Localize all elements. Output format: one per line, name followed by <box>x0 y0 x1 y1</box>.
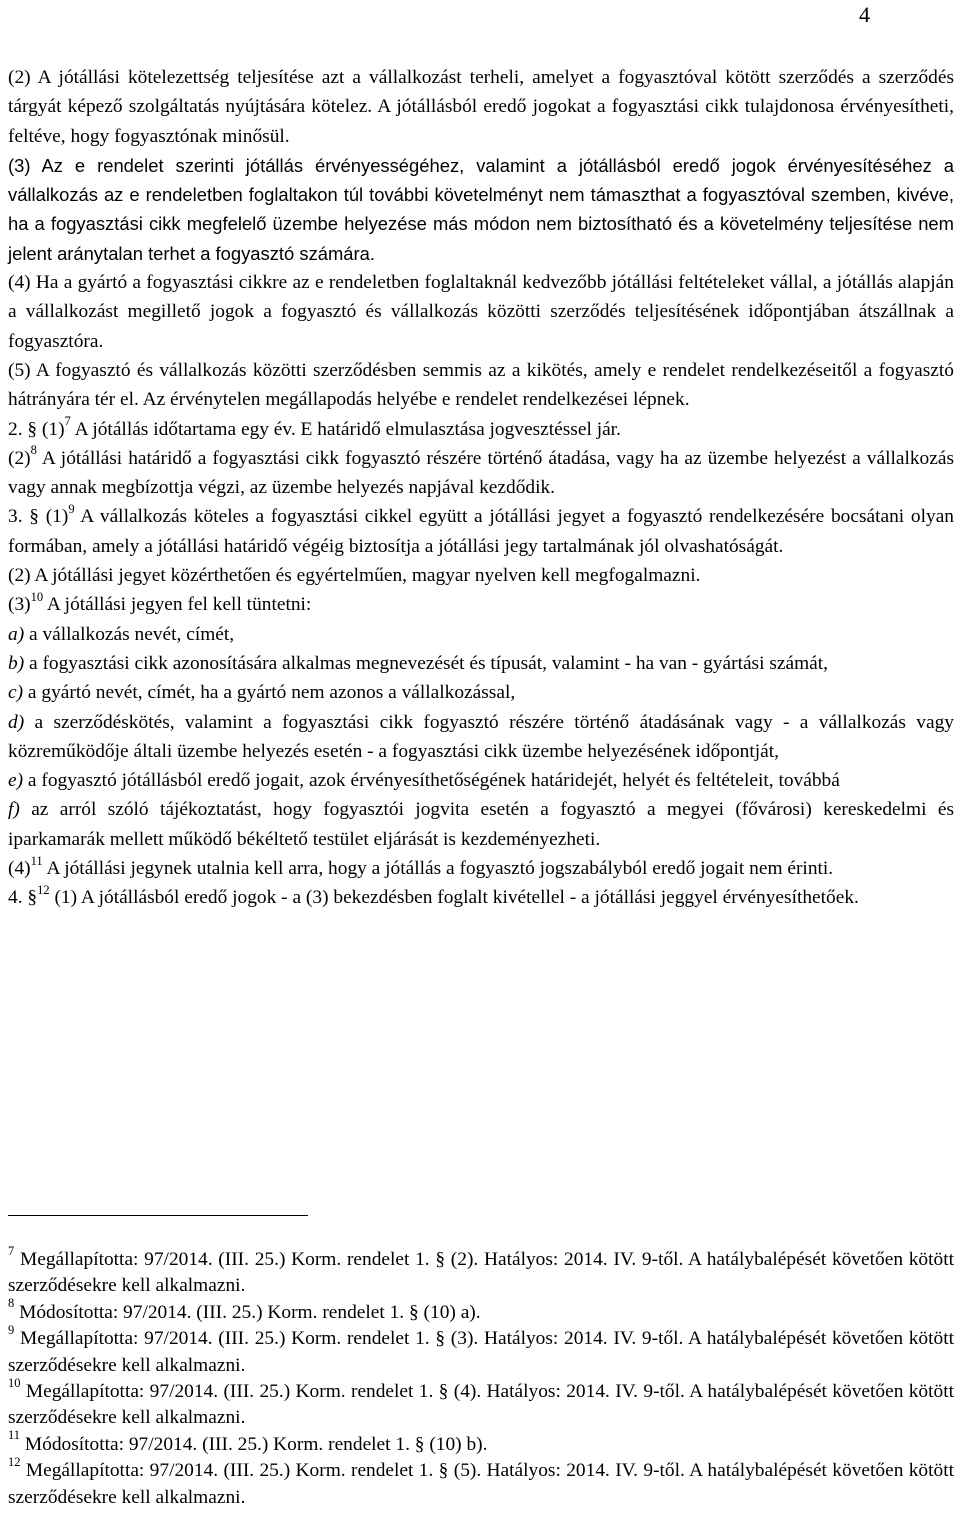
footnote-ref-11[interactable]: 11 <box>30 853 43 868</box>
list-text: az arról szóló tájékoztatást, hogy fogyasztói jogvita esetén a fogyasztó a megyei (fővárosi) kereskedelmi és iparkamarák mellett működő békéltető testület eljárását is kezdeményezheti. <box>8 799 954 850</box>
footnote-text: Megállapította: 97/2014. (III. 25.) Korm. rendelet 1. § (4). Hatályos: 2014. IV. 9-től. A hatálybalépését követően kötött szerződésekre kell alkalmazni. <box>8 1381 954 1429</box>
footnote-separator <box>8 1215 308 1216</box>
list-text: a fogyasztási cikk azonosítására alkalmas megnevezését és típusát, valamint - ha van - gyártási számát, <box>24 652 829 674</box>
section-3-text: A vállalkozás köteles a fogyasztási cikkel együtt a jótállási jegyet a fogyasztó rendelkezésére bocsátani olyan formában, amely a jótállási határidő végéig biztosítja a jótállási jegy tartalmának jól olvashatóságát. <box>8 506 954 557</box>
paragraph-2: (2) A jótállási kötelezettség teljesítése azt a vállalkozást terheli, amelyet a fogyasztóval kötött szerződés a szerződés tárgyát képező szolgáltatás nyújtására kötelez. A jótállásból eredő jogokat a fogyasztási cikk tulajdonosa érvényesítheti, feltéve, hogy fogyasztónak minősül. <box>8 67 954 147</box>
paragraph-text: A jótállási jegynek utalnia kell arra, hogy a jótállás a fogyasztó jogszabályból eredő jogait nem érinti. <box>42 858 834 880</box>
list-letter: f) <box>8 799 20 821</box>
section-2-paragraph-2 <box>8 444 954 503</box>
paragraph-label: (4) <box>8 858 31 880</box>
paragraph-text: A jótállási határidő a fogyasztási cikk fogyasztó részére történő átadása, vagy ha az üzembe helyezést a vállalkozás vagy annak megbízottja végzi, az üzembe helyezés napjával kezdődik. <box>8 447 954 499</box>
paragraph-3: (3) Az e rendelet szerinti jótállás érvényességéhez, valamint a jótállásból eredő jogok érvényesítéséhez a vállalkozás az e rendeletben foglaltakon túl további követelményt nem támaszthat a fogyasztóval szemben, kivéve, ha a fogyasztási cikk megfelelő üzembe helyezése más módon nem biztosítható és a követelmény teljesítése nem jelent aránytalan terhet a fogyasztó számára. <box>8 154 954 264</box>
section-3-label: 3. § (1) <box>8 506 69 528</box>
footnote-ref-8[interactable]: 8 <box>30 443 37 458</box>
list-item-d <box>8 708 954 767</box>
footnote-ref-7[interactable]: 7 <box>64 414 71 429</box>
footnote-number: 8 <box>8 1296 15 1311</box>
section-3-paragraph-2: (2) A jótállási jegyet közérthetően és egyértelműen, magyar nyelven kell megfogalmazni. <box>8 565 701 587</box>
footnote-ref-10[interactable]: 10 <box>30 589 44 604</box>
list-letter: d) <box>8 711 25 733</box>
paragraph-label: (3) <box>8 594 31 616</box>
list-text: a gyártó nevét, címét, ha a gyártó nem azonos a vállalkozással, <box>23 682 516 704</box>
list-item-e <box>8 766 954 795</box>
footnote-number: 7 <box>8 1243 15 1258</box>
footnote-number: 12 <box>8 1454 21 1469</box>
list-letter: e) <box>8 770 24 792</box>
section-3-paragraph-1 <box>8 502 954 561</box>
list-letter: b) <box>8 652 25 674</box>
footnote-number: 9 <box>8 1322 15 1337</box>
list-text: a fogyasztó jótállásból eredő jogait, azok érvényesíthetőségének határidejét, helyét és feltételeit, továbbá <box>23 770 840 792</box>
footnote-ref-9[interactable]: 9 <box>68 501 75 516</box>
section-2-text: A jótállás időtartama egy év. E határidő elmulasztása jogvesztéssel jár. <box>70 418 621 440</box>
document-body <box>8 63 954 913</box>
footnote-11 <box>8 1428 954 1458</box>
list-item-c <box>8 678 954 707</box>
footnote-10 <box>8 1375 954 1432</box>
list-text: a szerződéskötés, valamint a fogyasztási cikk fogyasztó részére történő átadásának vagy - a vállalkozás vagy közreműködője általi üzembe helyezés esetén - a fogyasztási cikk üzembe helyezésének időpontját, <box>8 711 954 762</box>
list-text: a vállalkozás nevét, címét, <box>24 623 235 645</box>
section-2-paragraph-1 <box>8 415 954 444</box>
list-item-b <box>8 649 954 678</box>
list-letter: c) <box>8 682 24 704</box>
footnote-ref-12[interactable]: 12 <box>37 882 50 897</box>
footnote-text: Megállapította: 97/2014. (III. 25.) Korm. rendelet 1. § (5). Hatályos: 2014. IV. 9-től. A hatálybalépését követően kötött szerződésekre kell alkalmazni. <box>8 1460 954 1508</box>
footnote-text: Megállapította: 97/2014. (III. 25.) Korm. rendelet 1. § (2). Hatályos: 2014. IV. 9-től. A hatálybalépését követően kötött szerződésekre kell alkalmazni. <box>8 1249 954 1297</box>
page-number: 4 <box>859 2 870 27</box>
list-item-f <box>8 795 954 854</box>
section-4-paragraph-1 <box>8 883 954 912</box>
footnote-number: 11 <box>8 1428 21 1443</box>
footnotes <box>8 1243 954 1511</box>
list-letter: a) <box>8 623 25 645</box>
paragraph-5: (5) A fogyasztó és vállalkozás közötti szerződésben semmis az a kikötés, amely e rendelet rendelkezéseitől a fogyasztó hátrányára tér el. Az érvénytelen megállapodás helyébe e rendelet rendelkezései lépnek. <box>8 359 954 411</box>
footnote-12 <box>8 1454 954 1511</box>
section-4-label: 4. § <box>8 887 38 909</box>
section-2-label: 2. § (1) <box>8 418 65 440</box>
footnote-7 <box>8 1243 954 1300</box>
footnote-text: Módosította: 97/2014. (III. 25.) Korm. rendelet 1. § (10) b). <box>20 1433 488 1455</box>
paragraph-text: A jótállási jegyen fel kell tüntetni: <box>43 594 312 616</box>
footnote-text: Megállapította: 97/2014. (III. 25.) Korm. rendelet 1. § (3). Hatályos: 2014. IV. 9-től. A hatálybalépését követően kötött szerződésekre kell alkalmazni. <box>8 1328 954 1376</box>
footnote-text: Módosította: 97/2014. (III. 25.) Korm. rendelet 1. § (10) a). <box>14 1301 481 1323</box>
paragraph-label: (2) <box>8 447 31 469</box>
section-4-text: (1) A jótállásból eredő jogok - a (3) bekezdésben foglalt kivétellel - a jótállási jeggyel érvényesíthetőek. <box>49 887 859 909</box>
footnote-9 <box>8 1322 954 1379</box>
footnote-number: 10 <box>8 1375 21 1390</box>
footnote-8 <box>8 1296 954 1326</box>
section-3-paragraph-3 <box>8 590 954 619</box>
list-item-a <box>8 620 954 649</box>
paragraph-4: (4) Ha a gyártó a fogyasztási cikkre az e rendeletben foglaltaknál kedvezőbb jótállási feltételeket vállal, a jótállás alapján a vállalkozást megillető jogok a fogyasztó és vállalkozás közötti szerződés teljesítésének időpontjában átszállnak a fogyasztóra. <box>8 272 954 352</box>
section-3-paragraph-4 <box>8 854 954 883</box>
